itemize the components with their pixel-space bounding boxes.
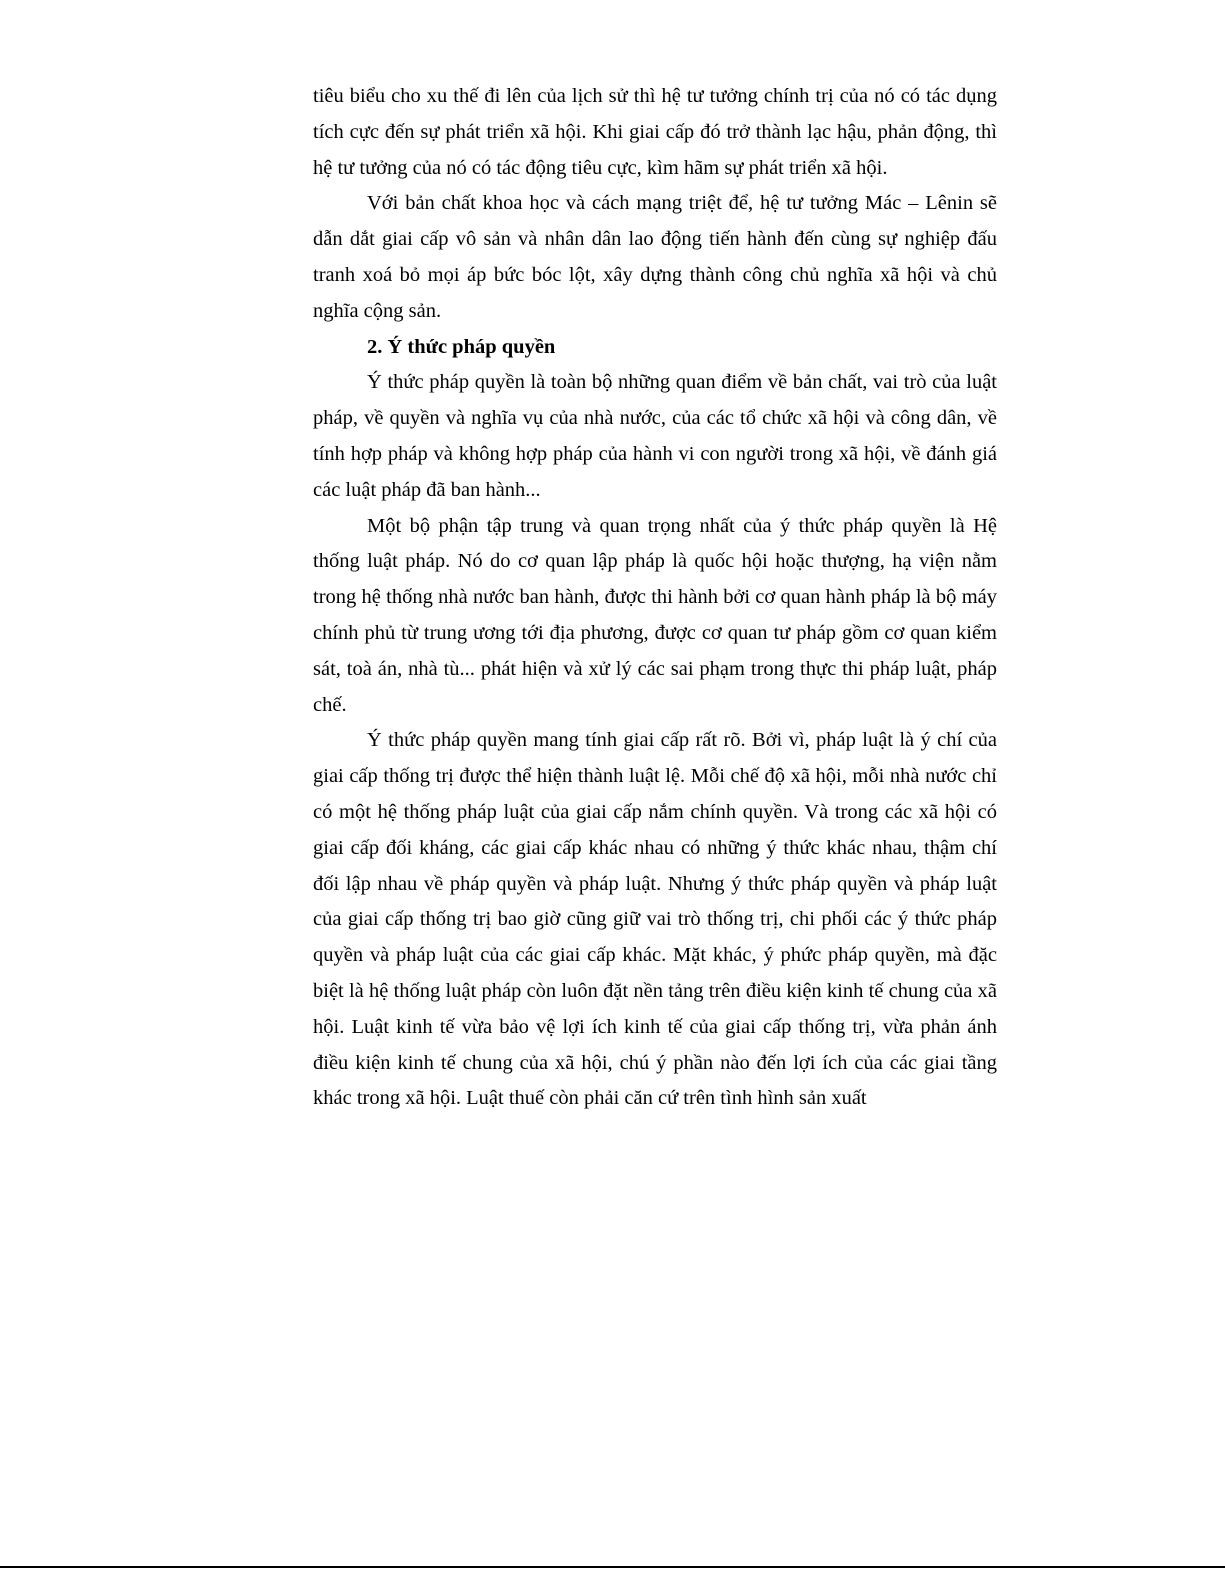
paragraph-1: tiêu biểu cho xu thế đi lên của lịch sử thì hệ tư tưởng chính trị của nó có tác dụng tích cực đến sự phát triển xã hội. Khi giai cấp đó trở thành lạc hậu, phản động, thì hệ tư tưởng của nó có tác động tiêu cực, kìm hãm sự phát triển xã hội. bbox=[313, 85, 997, 179]
paragraph-3: Ý thức pháp quyền là toàn bộ những quan điểm về bản chất, vai trò của luật pháp, về quyền và nghĩa vụ của nhà nước, của các tổ chức xã hội và công dân, về tính hợp pháp và không hợp pháp của hành vi con người trong xã hội, về đánh giá các luật pháp đã ban hành... bbox=[313, 371, 997, 501]
paragraph-4: Một bộ phận tập trung và quan trọng nhất của ý thức pháp quyền là Hệ thống luật pháp. Nó do cơ quan lập pháp là quốc hội hoặc thượng, hạ viện nằm trong hệ thống nhà nước ban hành, được thi hành bởi cơ quan hành pháp là bộ máy chính phủ từ trung ương tới địa phương, được cơ quan tư pháp gồm cơ quan kiểm sát, toà án, nhà tù... phát hiện và xử lý các sai phạm trong thực thi pháp luật, pháp chế. bbox=[313, 514, 997, 716]
bottom-border-line bbox=[0, 1566, 1225, 1568]
paragraph-2: Với bản chất khoa học và cách mạng triệt để, hệ tư tưởng Mác – Lênin sẽ dẫn dắt giai cấp vô sản và nhân dân lao động tiến hành đến cùng sự nghiệp đấu tranh xoá bỏ mọi áp bức bóc lột, xây dựng thành công chủ nghĩa xã hội và chủ nghĩa cộng sản. bbox=[313, 192, 997, 322]
paragraph-5: Ý thức pháp quyền mang tính giai cấp rất rõ. Bởi vì, pháp luật là ý chí của giai cấp thống trị được thể hiện thành luật lệ. Mỗi chế độ xã hội, mỗi nhà nước chỉ có một hệ thống pháp luật của giai cấp nắm chính quyền. Và trong các xã hội có giai cấp đối kháng, các giai cấp khác nhau có những ý thức khác nhau, thậm chí đối lập nhau về pháp quyền và pháp luật. Nhưng ý thức pháp quyền và pháp luật của giai cấp thống trị bao giờ cũng giữ vai trò thống trị, chi phối các ý thức pháp quyền và pháp luật của các giai cấp khác. Mặt khác, ý phức pháp quyền, mà đặc biệt là hệ thống luật pháp còn luôn đặt nền tảng trên điều kiện kinh tế chung của xã hội. Luật kinh tế vừa bảo vệ lợi ích kinh tế của giai cấp thống trị, vừa phản ánh điều kiện kinh tế chung của xã hội, chú ý phần nào đến lợi ích của các giai tầng khác trong xã hội. Luật thuế còn phải căn cứ trên tình hình sản xuất bbox=[313, 729, 997, 1110]
body-text bbox=[313, 79, 997, 1117]
section-heading: 2. Ý thức pháp quyền bbox=[367, 335, 556, 358]
